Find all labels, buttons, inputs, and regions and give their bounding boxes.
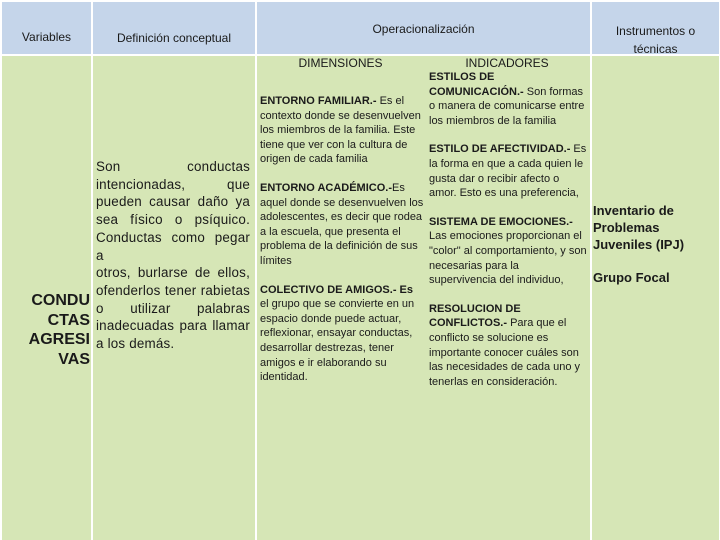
indicador-title: ESTILO DE AFECTIVIDAD.- xyxy=(429,143,571,156)
dimension-text: Es aquel donde se desenvuelven los adolescentes, es decir que rodea a la escuela, que presenta el problema de la definición de sus límites xyxy=(260,181,424,267)
indicador-text: Las emociones proporcionan el "color" al comportamiento, y son necesarias para la supervivencia del individuo, xyxy=(429,230,587,287)
instrumento-grupo-focal: Grupo Focal xyxy=(593,270,670,285)
definicion-text xyxy=(96,158,250,353)
dimension-text: Es el contexto donde se desenvuelven los miembros de la familia. Este tiene que ver con la cultura de origen de cada familia xyxy=(260,95,421,166)
header-operacionalizacion xyxy=(257,2,590,54)
header-instrumentos xyxy=(592,2,719,54)
indicador-afectividad xyxy=(429,142,587,200)
dimensiones-column xyxy=(260,94,424,385)
indicador-text: Es la forma en que a cada quien le gusta dar o recibir afecto o amor. Esto es una preferencia, xyxy=(429,143,587,200)
indicador-title: RESOLUCION DE CONFLICTOS.- xyxy=(429,302,521,330)
dimension-title: COLECTIVO DE AMIGOS.- Es xyxy=(260,283,413,296)
dimension-title: ENTORNO FAMILIAR.- xyxy=(260,95,377,107)
variable-name-line: VAS xyxy=(58,350,90,368)
header-definicion-label: Definición conceptual xyxy=(116,31,232,45)
dimension-familiar xyxy=(260,94,424,167)
definicion-line: ofenderlos tener rabietas xyxy=(96,282,250,298)
header-instrumentos-label: Instrumentos o técnicas xyxy=(615,24,696,56)
indicador-text: Son formas o manera de comunicarse entre los miembros de la familia xyxy=(429,85,585,127)
definicion-line: intencionadas, que xyxy=(96,176,250,192)
definicion-line: Son conductas xyxy=(96,159,250,174)
instrumentos-cell xyxy=(592,56,719,540)
header-operacionalizacion-label: Operacionalización xyxy=(372,22,475,36)
indicador-comunicacion xyxy=(429,70,587,128)
definicion-line: pueden causar daño ya xyxy=(96,194,250,210)
dimension-text: el grupo que se convierte en un espacio donde puede actuar, reflexionar, ensayar conductas, desarrollar destrezas, tener amigos e ir elaborando su identidad. xyxy=(260,298,415,384)
header-variables-label: Variables xyxy=(21,30,72,44)
instrumentos-list xyxy=(593,202,717,286)
variable-name xyxy=(2,291,90,369)
variable-name-line: AGRESI xyxy=(28,331,90,348)
dimension-title: ENTORNO ACADÉMICO.- xyxy=(260,181,392,194)
definicion-line: a los demás. xyxy=(96,336,175,352)
header-definicion xyxy=(93,2,255,54)
indicador-text: Para que el conflicto se solucione es importante conocer cuáles son las necesidades de cada uno y tenerlas en consideración. xyxy=(429,317,581,388)
definicion-line: inadecuadas para llamar xyxy=(96,318,250,334)
indicadores-column xyxy=(429,70,587,389)
header-variables xyxy=(2,2,91,54)
indicador-title: SISTEMA DE EMOCIONES.- xyxy=(429,215,573,228)
definicion-line: Conductas como pegar a xyxy=(96,229,250,263)
variable-cell xyxy=(2,56,91,540)
dimension-academico xyxy=(260,181,424,269)
indicador-title: ESTILOS DE COMUNICACIÓN.- xyxy=(429,71,524,98)
indicador-emociones xyxy=(429,215,587,288)
definicion-line: o utilizar palabras xyxy=(96,300,250,316)
variable-name-line: CONDU xyxy=(31,292,90,309)
variable-name-line: CTAS xyxy=(47,311,90,329)
instrumento-ipj: Inventario de Problemas Juveniles (IPJ) xyxy=(593,203,685,252)
indicador-conflictos xyxy=(429,302,587,390)
definicion-line: sea físico o psíquico. xyxy=(96,212,250,228)
definicion-cell xyxy=(93,56,255,540)
definicion-line: otros, burlarse de ellos, xyxy=(96,265,250,281)
indicadores-header: INDICADORES xyxy=(465,56,549,70)
operacionalizacion-cell xyxy=(257,56,590,540)
dimension-amigos xyxy=(260,283,424,385)
dimensiones-header: DIMENSIONES xyxy=(298,56,383,70)
